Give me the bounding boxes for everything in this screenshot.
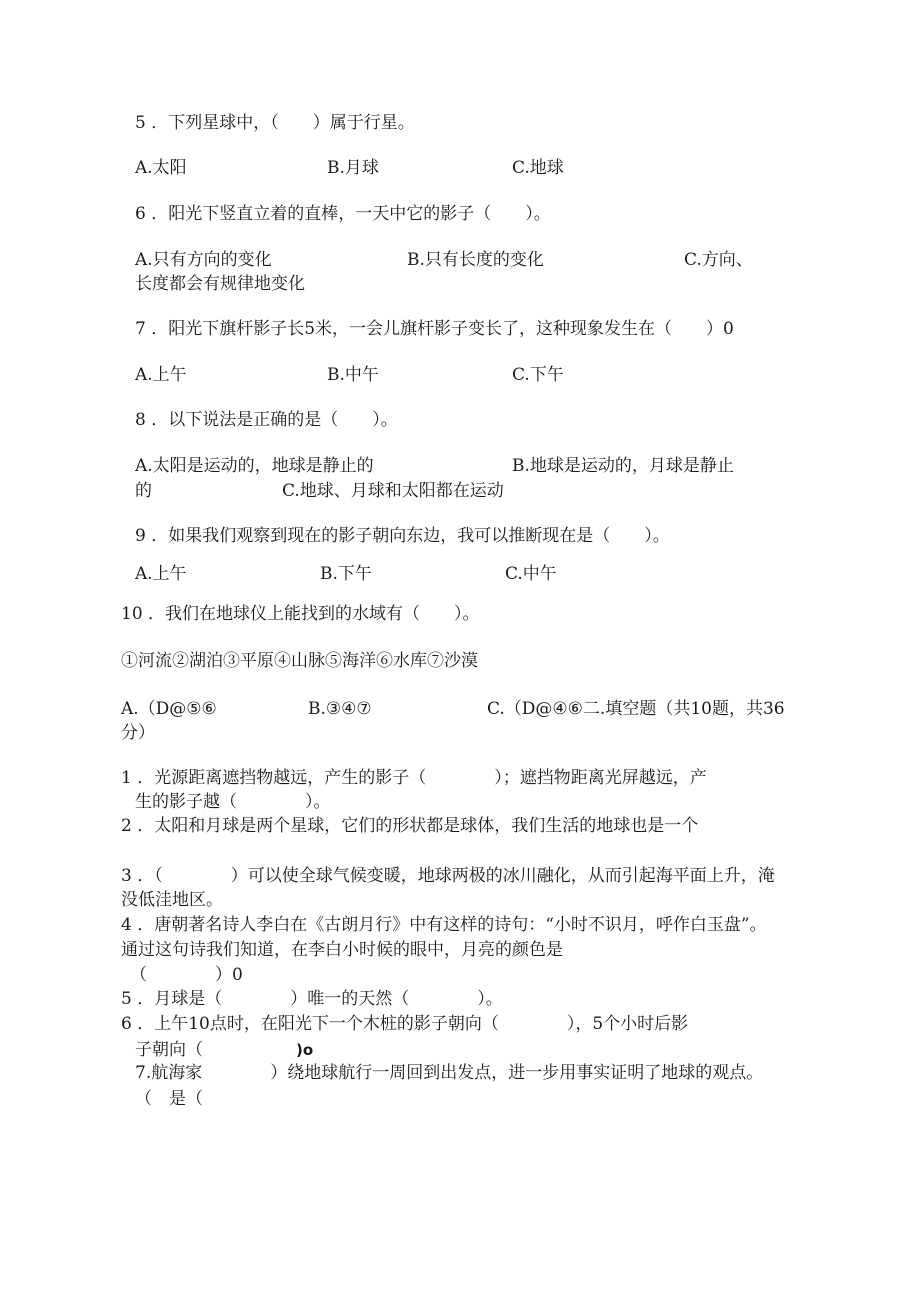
- fill-4-line-2: 通过这句诗我们知道，在李白小时候的眼中，月亮的颜色是: [121, 940, 563, 960]
- q8-option-c: C.地球、月球和太阳都在运动: [282, 481, 504, 501]
- fill-6-line-2: 子朝向（: [135, 1040, 203, 1060]
- q7-option-a: A.上午: [135, 365, 187, 385]
- fill-6-line-2-end: )o: [296, 1041, 314, 1059]
- q5-option-c: C.地球: [512, 158, 564, 178]
- q5-option-a: A.太阳: [135, 158, 187, 178]
- fill-7-line-1: 7.航海家 ）绕地球航行一周回到出发点，进一步用事实证明了地球的观点。: [135, 1063, 764, 1083]
- q6-option-a: A.只有方向的变化: [135, 250, 272, 270]
- q6-option-c: C.方向、: [684, 250, 753, 270]
- fill-1-line-1: 1 ．光源距离遮挡物越远，产生的影子（ ）；遮挡物距离光屏越远，产: [121, 768, 707, 788]
- q10-stem: 10 ．我们在地球仪上能找到的水域有（ ）。: [121, 604, 480, 624]
- fill-1-line-2: 生的影子越（ ）。: [135, 792, 331, 812]
- q10-option-b: B.③④⑦: [308, 699, 372, 719]
- fill-3-line-1: 3 ．（ ）可以使全球气候变暖，地球两极的冰川融化，从而引起海平面上升，淹: [121, 866, 775, 886]
- q9-option-c: C.中午: [505, 564, 557, 584]
- fill-6-line-1: 6 ．上午10点时，在阳光下一个木桩的影子朝向（ ），5个小时后影: [121, 1014, 689, 1034]
- q9-option-a: A.上午: [135, 564, 187, 584]
- fill-4-line-3: （ ）0: [130, 965, 243, 985]
- q10-option-c: C.（D@④⑥二.填空题（共10题，共36: [487, 699, 785, 719]
- q9-option-b: B.下午: [320, 564, 372, 584]
- q7-option-c: C.下午: [512, 365, 564, 385]
- fill-3-line-2: 没低洼地区。: [121, 890, 223, 910]
- fill-2-line-1: 2 ．太阳和月球是两个星球，它们的形状都是球体，我们生活的地球也是一个: [121, 816, 699, 836]
- fill-7-line-2: （ 是（: [135, 1089, 203, 1109]
- q9-stem: 9 ．如果我们观察到现在的影子朝向东边，我可以推断现在是（ ）。: [135, 526, 670, 546]
- q5-stem: 5 ．下列星球中，（ ）属于行星。: [135, 113, 415, 133]
- q5-option-b: B.月球: [327, 158, 379, 178]
- q8-option-a: A.太阳是运动的，地球是静止的: [135, 456, 374, 476]
- q10-option-c-cont: 分）: [121, 723, 155, 743]
- q8-option-b: B.地球是运动的，月球是静止: [512, 456, 734, 476]
- q7-stem: 7 ．阳光下旗杆影子长5米，一会儿旗杆影子变长了，这种现象发生在（ ）0: [135, 319, 734, 339]
- q6-option-b: B.只有长度的变化: [407, 250, 544, 270]
- q8-option-b-cont: 的: [135, 481, 152, 501]
- q6-stem: 6 ．阳光下竖直立着的直棒，一天中它的影子（ ）。: [135, 204, 551, 224]
- q7-option-b: B.中午: [327, 365, 379, 385]
- fill-4-line-1: 4 ．唐朝著名诗人李白在《古朗月行》中有这样的诗句：“小时不识月，呼作白玉盘”。: [121, 915, 767, 935]
- q6-option-c-cont: 长度都会有规律地变化: [135, 274, 305, 294]
- q10-items: ①河流②湖泊③平原④山脉⑤海洋⑥水库⑦沙漠: [121, 651, 478, 671]
- fill-5-line-1: 5 ．月球是（ ）唯一的天然（ ）。: [121, 989, 503, 1009]
- q8-stem: 8 ．以下说法是正确的是（ ）。: [135, 410, 398, 430]
- q10-option-a: A.（D@⑤⑥: [121, 699, 217, 719]
